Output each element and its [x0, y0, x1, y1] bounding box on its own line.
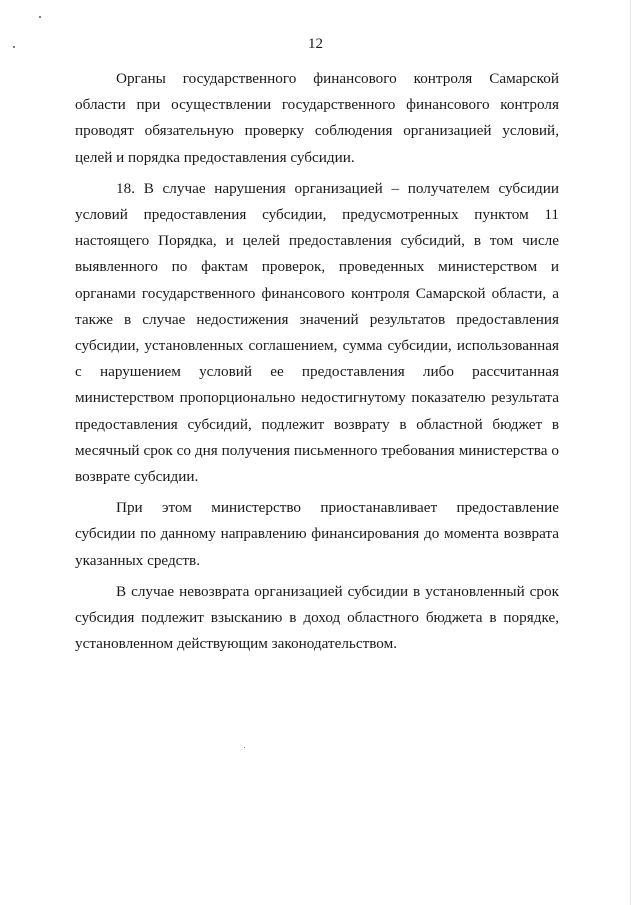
paragraph-non-return: В случае невозврата организацией субсидии в установленный срок субсидия подлежит взысканию в доход областного бюджета в порядке, установленном действующим законодательством.: [75, 582, 559, 653]
paragraph-clause-18: 18. В случае нарушения организацией – получателем субсидии условий предоставления субсидии, предусмотренных пунктом 11 настоящего Порядка, и целей предоставления субсидий, в том числе выявленного по фактам проверок, проведенных министерством и органами государственного финансового контроля Самарской области, а также в случае недостижения значений результатов предоставления субсидии, установленных соглашением, сумма субсидии, использованная с нарушением условий ее предоставления либо рассчитанная министерством пропорционально недостигнутому показателю результата предоставления субсидий, подлежит возврату в областной бюджет в месячный срок со дня получения письменного требования министерства о возврате субсидии.: [75, 179, 559, 486]
document-body: [75, 66, 559, 662]
paragraph-suspension: При этом министерство приостанавливает предоставление субсидии по данному направлению финансирования до момента возврата указанных средств.: [75, 499, 559, 569]
paragraph-control-bodies: Органы государственного финансового контроля Самарской области при осуществлении государственного финансового контроля проводят обязательную проверку соблюдения организацией условий, целей и порядка предоставления субсидии.: [75, 70, 559, 166]
page-number: 12: [308, 36, 323, 52]
scan-speck: [39, 16, 41, 18]
scan-speck: [244, 747, 245, 748]
